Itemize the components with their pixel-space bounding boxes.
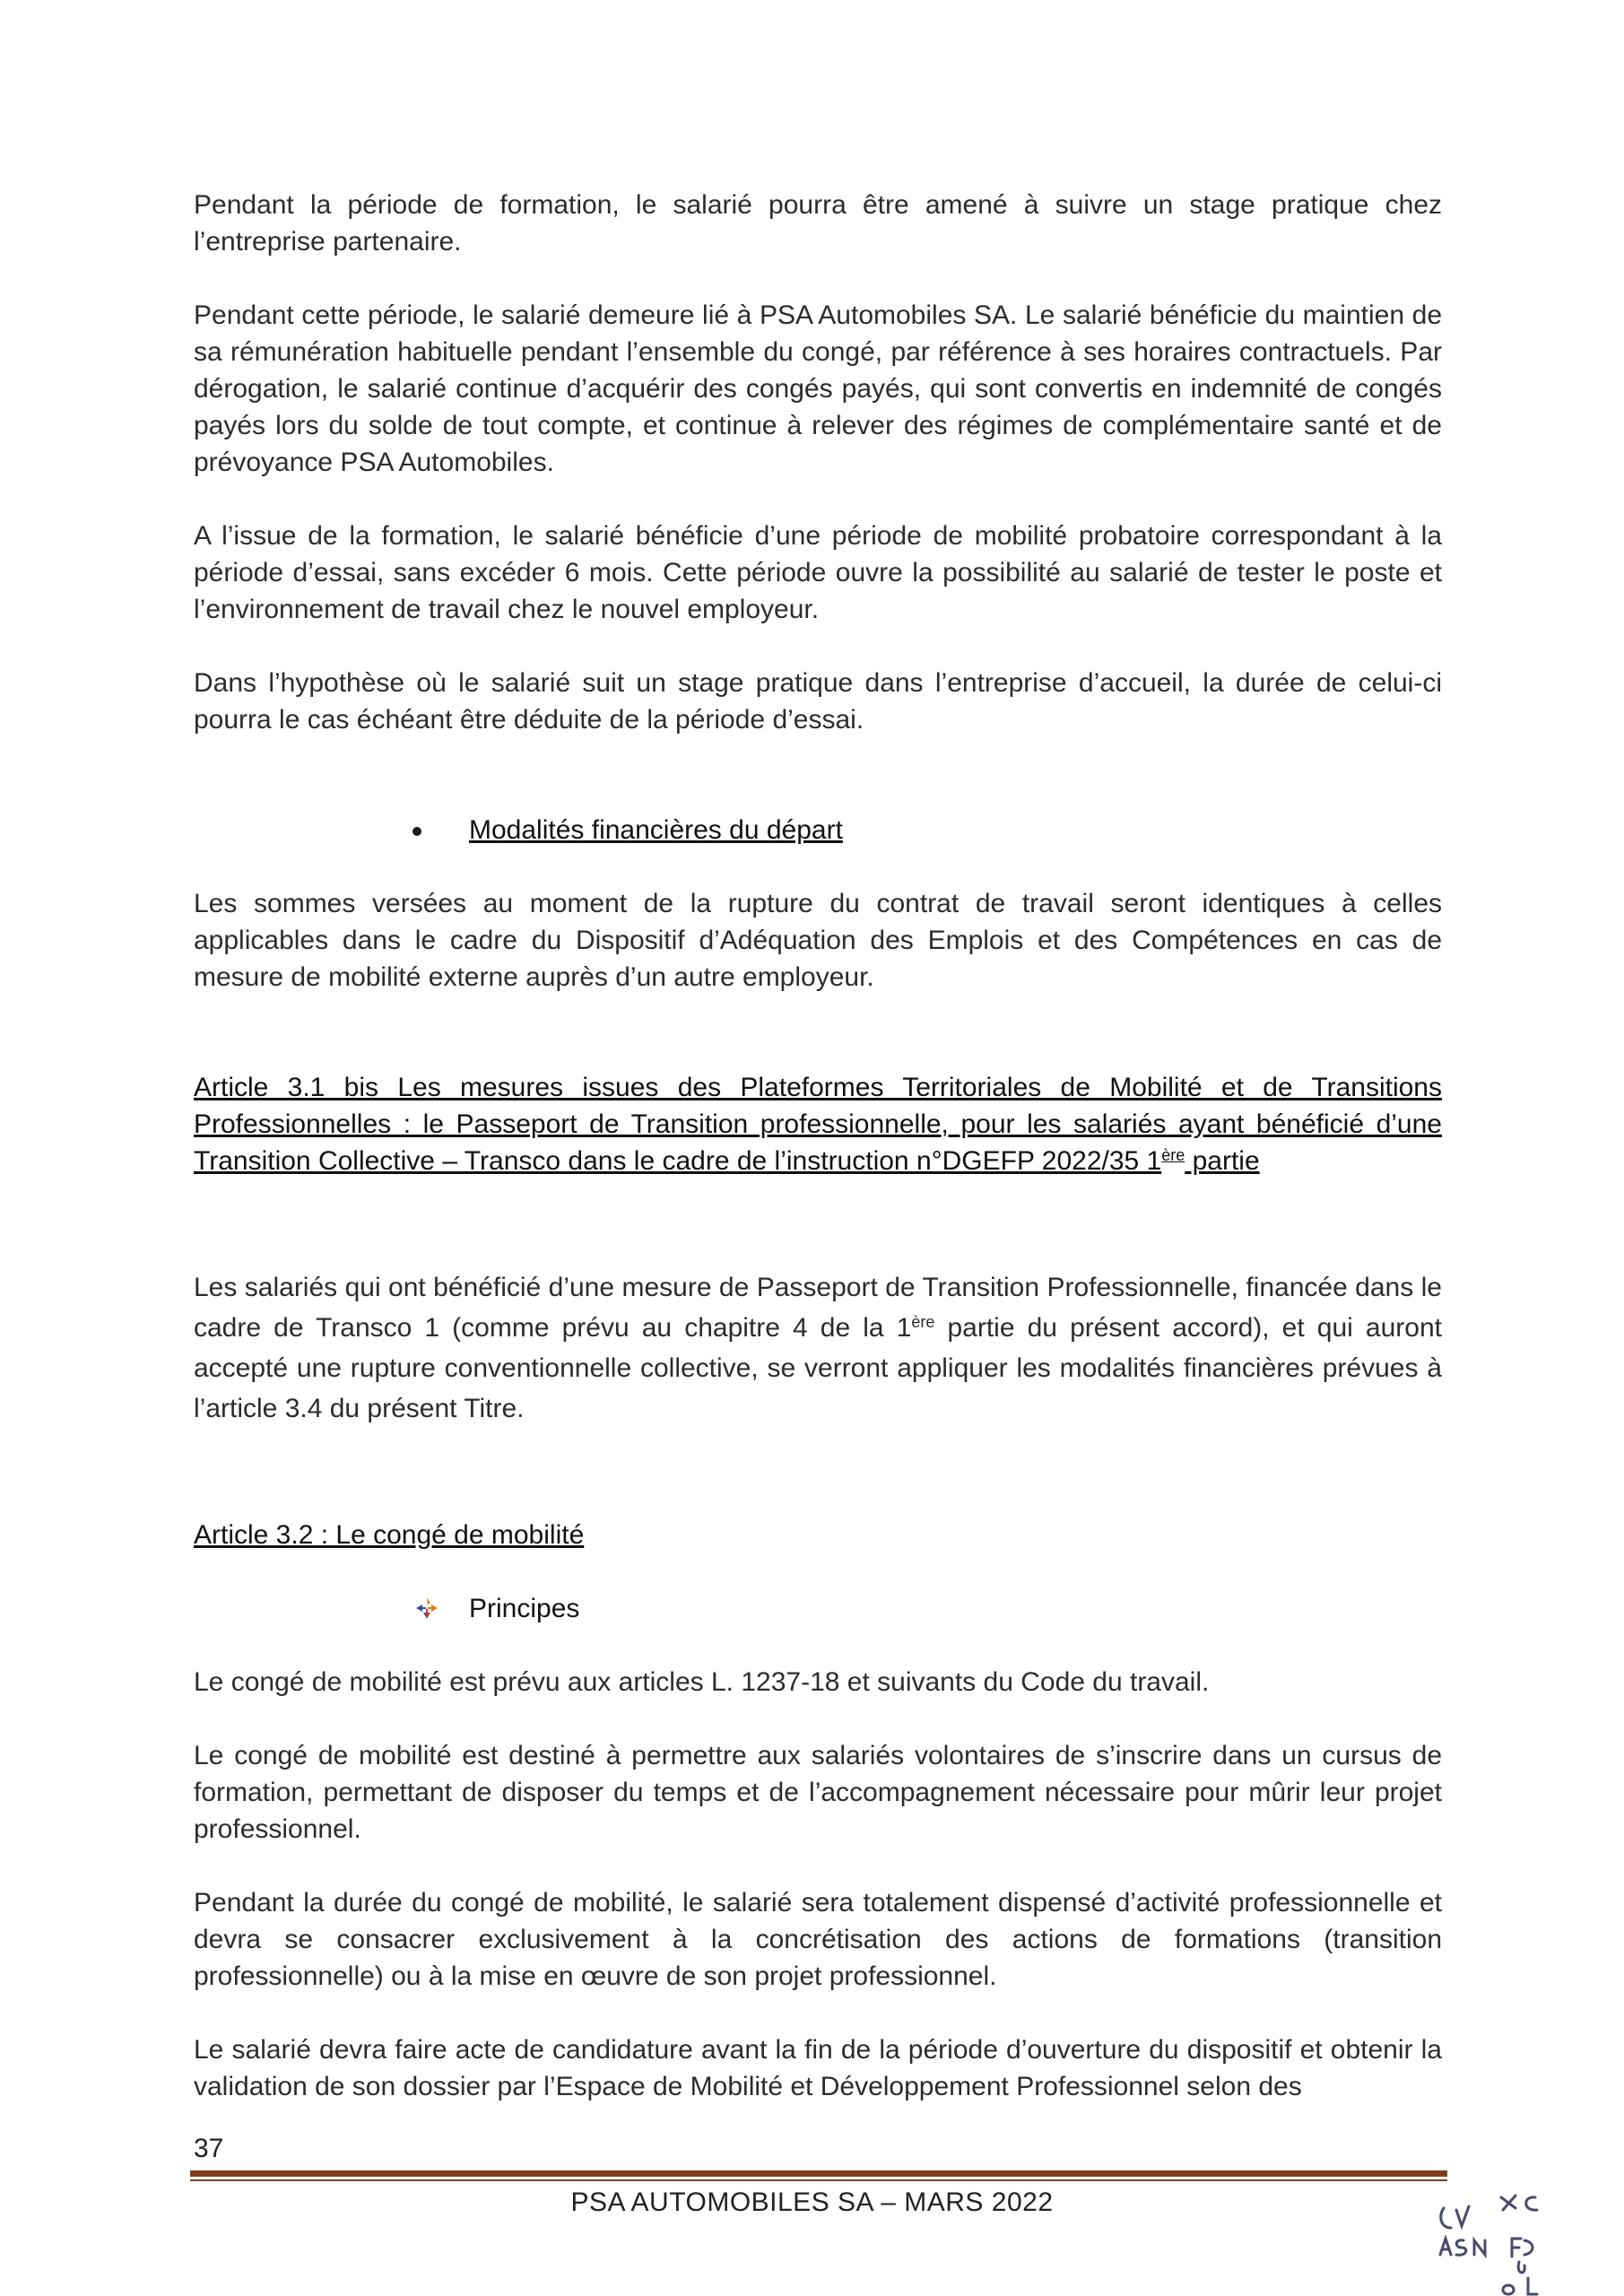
four-way-arrow-icon <box>414 1596 439 1621</box>
article-3-1-bis-end: partie <box>1185 1146 1260 1176</box>
article-3-1-bis-heading <box>194 1069 1442 1179</box>
paragraph-remuneration: Pendant cette période, le salarié demeure lié à PSA Automobiles SA. Le salarié bénéficie du maintien de sa rémunération habituelle pendant l’ensemble du congé, par référence à ses horaires contractuels. Par dérogation, le salarié continue d’acquérir des congés payés, qui sont convertis en indemnité de congés payés lors du solde de tout compte, et continue à relever des régimes de complémentaire santé et de prévoyance PSA Automobiles. <box>194 300 1442 477</box>
paragraph-passeport-part-b: partie du présent accord), et qui auront accepté une rupture conventionnelle collective, se verront appliquer les modalités financières prévues à l’article 3.4 du présent Titre. <box>194 1313 1442 1423</box>
bullet-heading: Modalités financières du départ <box>469 815 843 845</box>
footer-rule-thin <box>190 2179 1447 2181</box>
subheading-principes <box>194 1590 1442 1627</box>
paragraph-code-travail: Le congé de mobilité est prévu aux articles L. 1237-18 et suivants du Code du travail. <box>194 1667 1210 1697</box>
paragraph-stage-deduction: Dans l’hypothèse où le salarié suit un stage pratique dans l’entreprise d’accueil, la durée de celui-ci pourra le cas échéant être déduite de la période d’essai. <box>194 668 1442 735</box>
article-3-1-bis-sup: ère <box>1161 1146 1185 1164</box>
principes-label: Principes <box>469 1594 580 1623</box>
paragraph-passeport-transition <box>194 1267 1442 1429</box>
footer-rule-thick <box>190 2170 1447 2177</box>
page-number: 37 <box>194 2134 224 2163</box>
article-3-1-bis-text: Article 3.1 bis Les mesures issues des Plateformes Territoriales de Mobilité et de Transitions Professionnelles : le Passeport de Transition professionnelle, pour les salariés ayant bénéficié d’une Transition Collective – Transco dans le cadre de l’instruction n°DGEFP 2022/35 1 <box>194 1073 1442 1176</box>
article-3-2-text: Article 3.2 : Le congé de mobilité <box>194 1520 585 1550</box>
bullet-modalites-financieres <box>194 812 1442 848</box>
paragraph-passeport-sup: ère <box>911 1313 935 1331</box>
handwritten-initials <box>1426 2188 1587 2296</box>
page-body <box>194 187 1442 2105</box>
paragraph-objectif-conge: Le congé de mobilité est destiné à permettre aux salariés volontaires de s’inscrire dans un cursus de formation, permettant de disposer du temps et de l’accompagnement nécessaire pour mûrir leur projet professionnel. <box>194 1741 1442 1844</box>
paragraph-candidature: Le salarié devra faire acte de candidature avant la fin de la période d’ouverture du dispositif et obtenir la validation de son dossier par l’Espace de Mobilité et Développement Professionnel selon des <box>194 2035 1442 2101</box>
paragraph-periode-probatoire: A l’issue de la formation, le salarié bénéficie d’une période de mobilité probatoire correspondant à la période d’essai, sans excéder 6 mois. Cette période ouvre la possibilité au salarié de tester le poste et l’environnement de travail chez le nouvel employeur. <box>194 521 1442 624</box>
bullet-dot-icon <box>413 827 421 836</box>
footer-title: PSA AUTOMOBILES SA – MARS 2022 <box>570 2187 1054 2217</box>
paragraph-sommes-versees: Les sommes versées au moment de la rupture du contrat de travail seront identiques à celles applicables dans le cadre du Dispositif d’Adéquation des Emplois et des Compétences en cas de mesure de mobilité externe auprès d’un autre employeur. <box>194 889 1442 992</box>
article-3-2-heading <box>194 1517 1442 1553</box>
paragraph-stage-pratique: Pendant la période de formation, le salarié pourra être amené à suivre un stage pratique chez l’entreprise partenaire. <box>194 190 1442 257</box>
paragraph-dispense-activite: Pendant la durée du congé de mobilité, le salarié sera totalement dispensé d’activité professionnelle et devra se consacrer exclusivement à la concrétisation des actions de formations (transition professionnelle) ou à la mise en œuvre de son projet professionnel. <box>194 1888 1442 1991</box>
paragraph-passeport-part-a: Les salariés qui ont bénéficié d’une mesure de Passeport de Transition Professionnelle, financée dans le cadre de Transco 1 (comme prévu au chapitre 4 de la 1 <box>194 1273 1442 1343</box>
